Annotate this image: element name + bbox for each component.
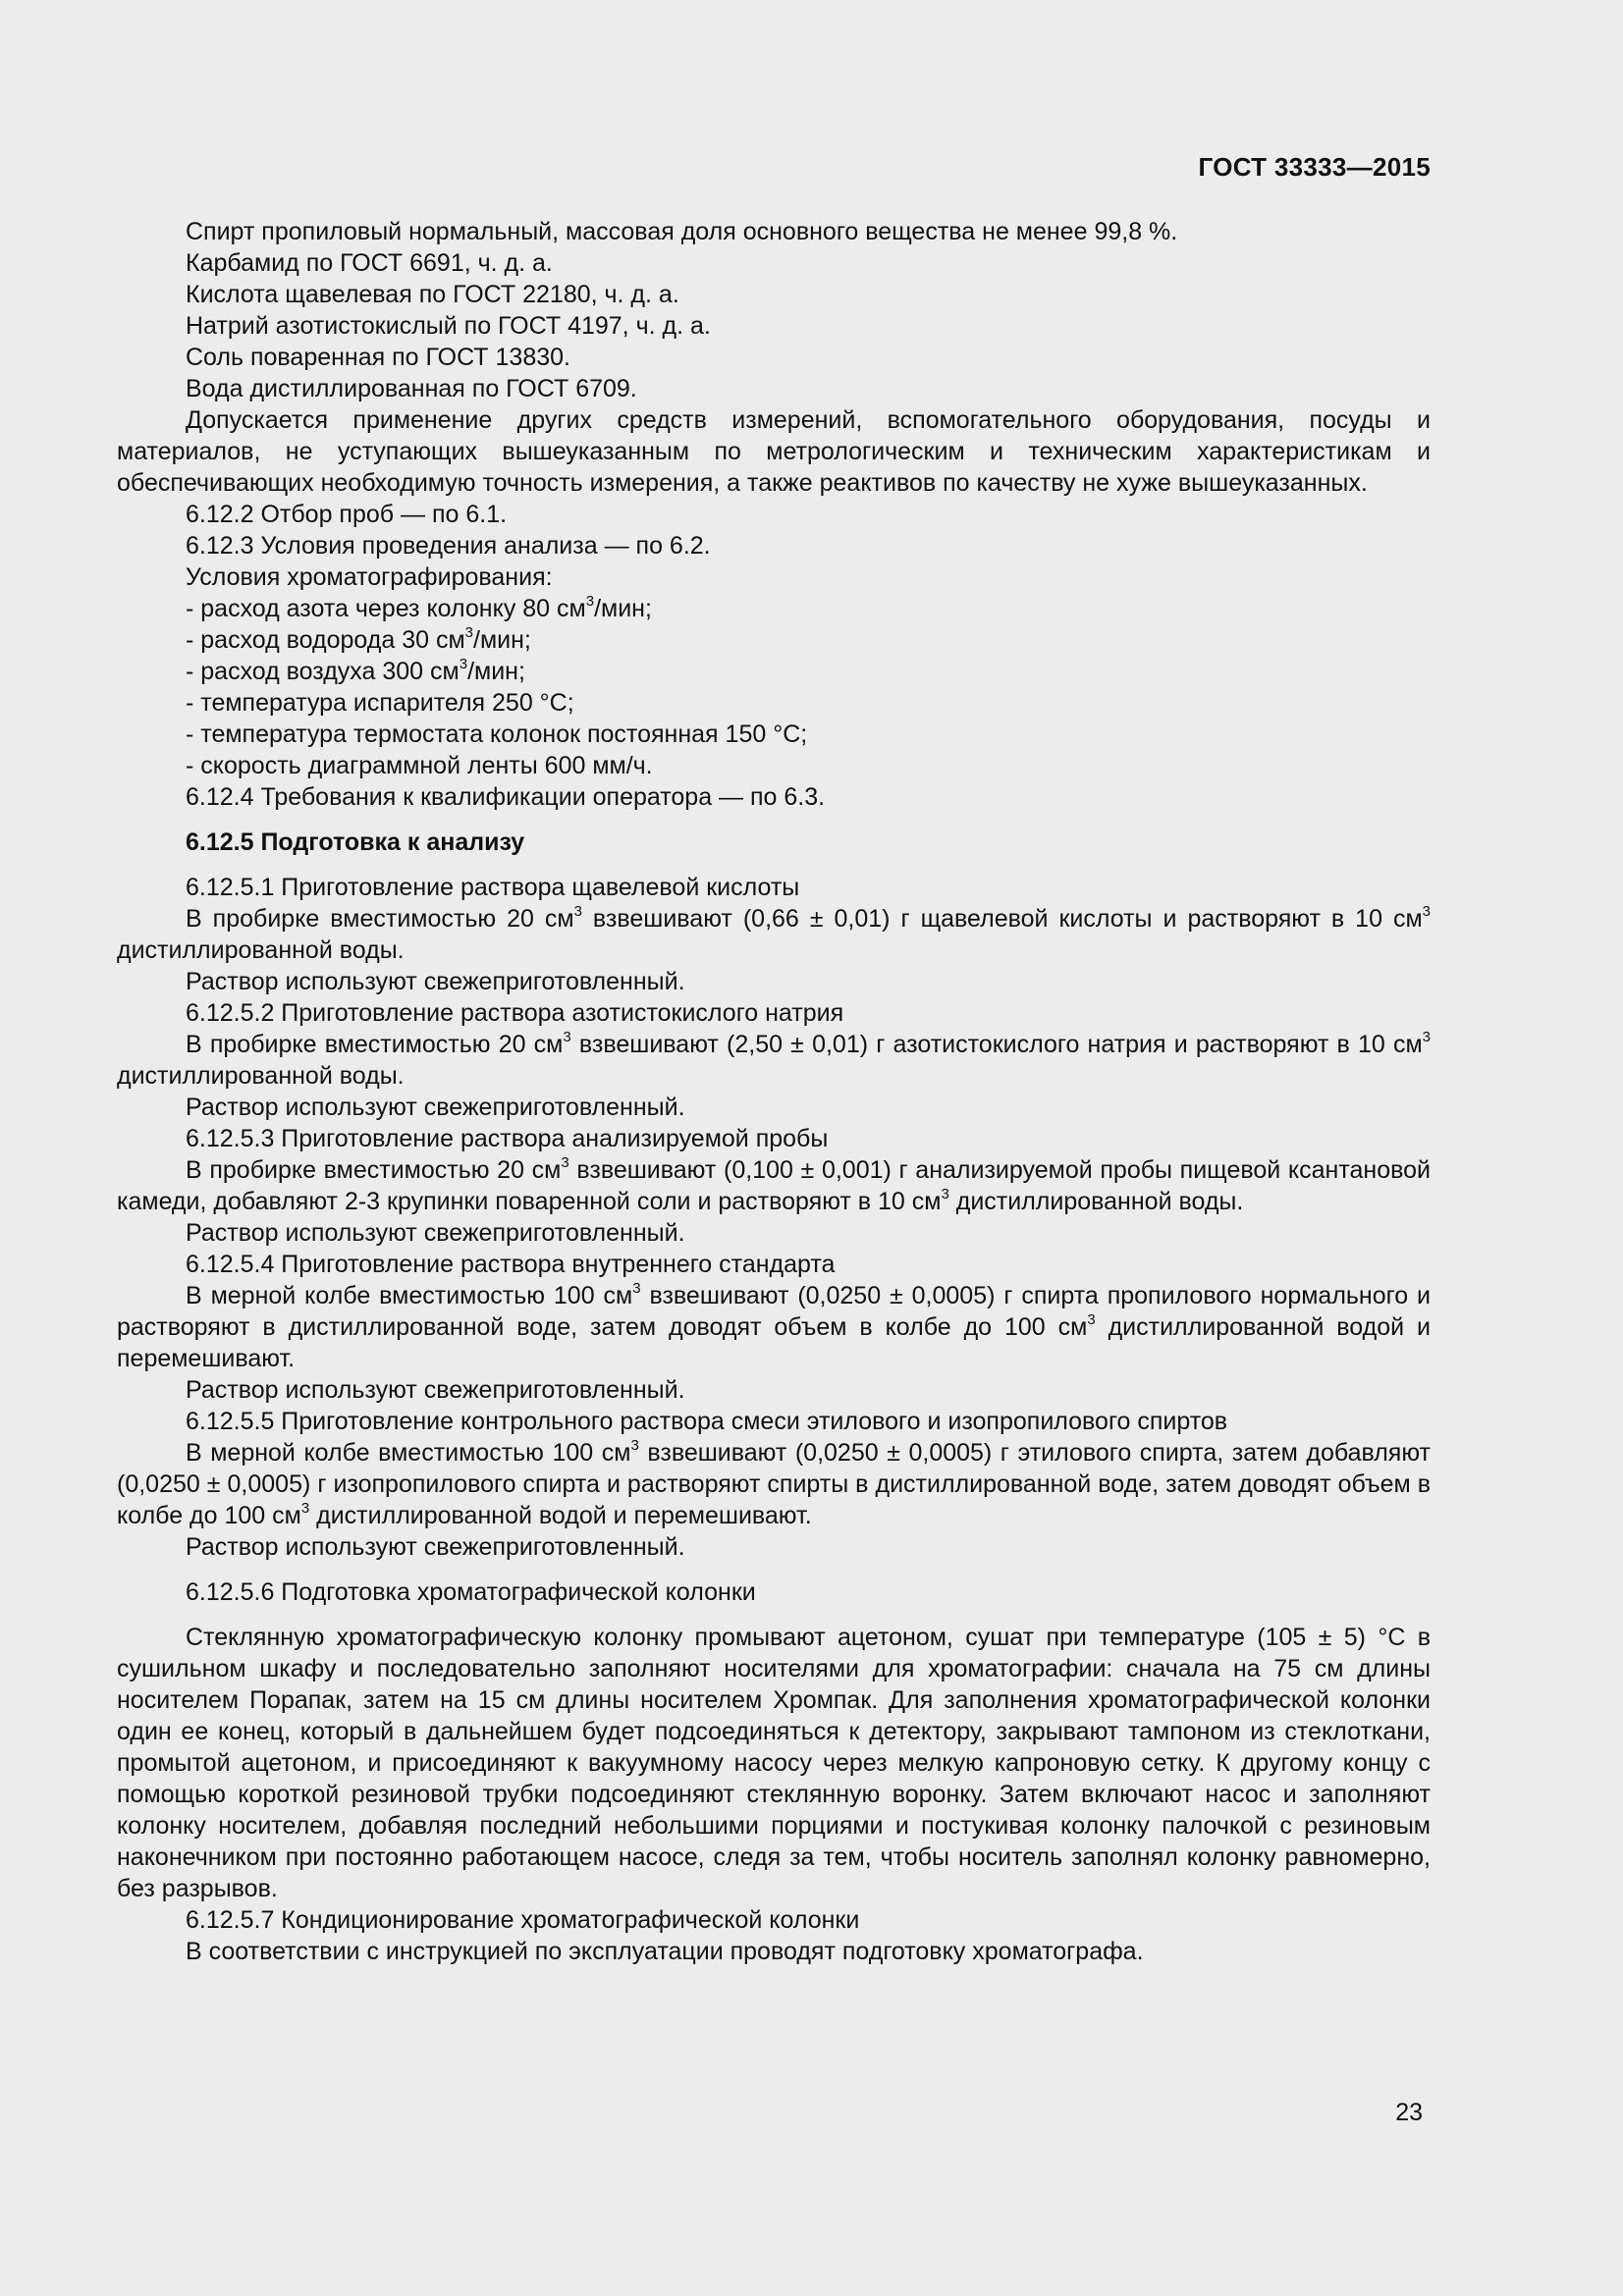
list-item: - расход водорода 30 $см^3$/мин; [186,623,531,654]
paragraph: Натрий азотистокислый по ГОСТ 4197, ч. д. а. [186,312,711,340]
paragraph: В мерной колбе вместимостью 100 $см^3$ взвешивают (0,0250 ± 0,0005) г спирта пропилового нормального и растворяют в дистиллированной воде, затем доводят объем в колбе до 100 $см^3$ дистиллированной водой и перемешивают. [117,1279,1431,1372]
paragraph: 6.12.3 Условия проведения анализа — по 6.2. [186,532,711,560]
subsection-title: 6.12.5.5 Приготовление контрольного раствора смеси этилового и изопропилового спиртов [186,1408,1228,1435]
paragraph: Соль поваренная по ГОСТ 13830. [186,344,570,371]
paragraph: В мерной колбе вместимостью 100 $см^3$ взвешивают (0,0250 ± 0,0005) г этилового спирта, затем добавляют (0,0250 ± 0,0005) г изопропилового спирта и растворяют спирты в дистиллированной воде, затем доводят объем в колбе до 100 $см^3$ дистиллированной водой и перемешивают. [117,1436,1431,1529]
paragraph: Раствор используют свежеприготовленный. [186,1094,685,1121]
document-body [117,216,1431,1967]
paragraph: Допускается применение других средств измерений, вспомогательного оборудования, посуды и материалов, не уступающих вышеуказанным по метрологическим и техническим характеристикам и обеспечивающих необходимую точность измерения, а также реактивов по качеству не хуже вышеуказанных. [117,406,1431,497]
paragraph: Карбамид по ГОСТ 6691, ч. д. а. [186,249,553,277]
list-item: - температура испарителя 250 °С; [186,689,574,717]
subsection-title: 6.12.5.1 Приготовление раствора щавелевой кислоты [186,874,800,901]
paragraph: Раствор используют свежеприготовленный. [186,1219,685,1247]
paragraph: 6.12.2 Отбор проб — по 6.1. [186,501,508,528]
paragraph: 6.12.4 Требования к квалификации оператора — по 6.3. [186,783,826,811]
list-item: - температура термостата колонок постоянная 150 °С; [186,721,808,748]
paragraph: Раствор используют свежеприготовленный. [186,968,685,995]
standard-header: ГОСТ 33333—2015 [1198,152,1431,182]
paragraph: Вода дистиллированная по ГОСТ 6709. [186,375,637,402]
subsection-title: 6.12.5.6 Подготовка хроматографической колонки [186,1578,756,1606]
paragraph: Стеклянную хроматографическую колонку промывают ацетоном, сушат при температуре (105 ± 5) °С в сушильном шкафу и последовательно заполняют носителями для хроматографии: сначала на 75 см длины носителем Порапак, затем на 15 см длины носителем Хромпак. Для заполнения хроматографической колонки один ее конец, который в дальнейшем будет подсоединяться к детектору, закрывают тампоном из стеклоткани, промытой ацетоном, и присоединяют к вакуумному насосу через мелкую капроновую сетку. К другому концу с помощью короткой резиновой трубки подсоединяют стеклянную воронку. Затем включают насос и заполняют колонку носителем, добавляя последний небольшими порциями и постукивая колонку палочкой с резиновым наконечником при постоянно работающем насосе, следя за тем, чтобы носитель заполнял колонку равномерно, без разрывов. [117,1624,1431,1902]
subsection-title: 6.12.5.2 Приготовление раствора азотистокислого натрия [186,999,844,1027]
paragraph: Раствор используют свежеприготовленный. [186,1376,685,1404]
section-heading: 6.12.5 Подготовка к анализу [186,828,525,856]
paragraph: Условия хроматографирования: [186,563,553,591]
paragraph: В пробирке вместимостью 20 $см^3$ взвешивают (0,100 ± 0,001) г анализируемой пробы пищевой ксантановой камеди, добавляют 2-3 крупинки поваренной соли и растворяют в 10 $см^3$ дистиллированной воды. [117,1153,1431,1215]
paragraph: В соответствии с инструкцией по эксплуатации проводят подготовку хроматографа. [186,1938,1144,1965]
list-item: - расход воздуха 300 $см^3$/мин; [186,655,525,685]
paragraph: В пробирке вместимостью 20 $см^3$ взвешивают (0,66 ± 0,01) г щавелевой кислоты и растворяют в 10 $см^3$ дистиллированной воды. [117,902,1432,964]
paragraph: Раствор используют свежеприготовленный. [186,1533,685,1561]
subsection-title: 6.12.5.4 Приготовление раствора внутреннего стандарта [186,1251,836,1278]
paragraph: Кислота щавелевая по ГОСТ 22180, ч. д. а. [186,281,679,308]
page-number: 23 [1395,2099,1423,2126]
paragraph: В пробирке вместимостью 20 $см^3$ взвешивают (2,50 ± 0,01) г азотистокислого натрия и растворяют в 10 $см^3$ дистиллированной воды. [117,1028,1431,1090]
list-item: - расход азота через колонку 80 $см^3$/мин; [186,592,652,622]
paragraph: Спирт пропиловый нормальный, массовая доля основного вещества не менее 99,8 %. [186,218,1178,245]
list-item: - скорость диаграммной ленты 600 мм/ч. [186,752,653,779]
subsection-title: 6.12.5.3 Приготовление раствора анализируемой пробы [186,1125,829,1152]
subsection-title: 6.12.5.7 Кондиционирование хроматографической колонки [186,1906,860,1934]
